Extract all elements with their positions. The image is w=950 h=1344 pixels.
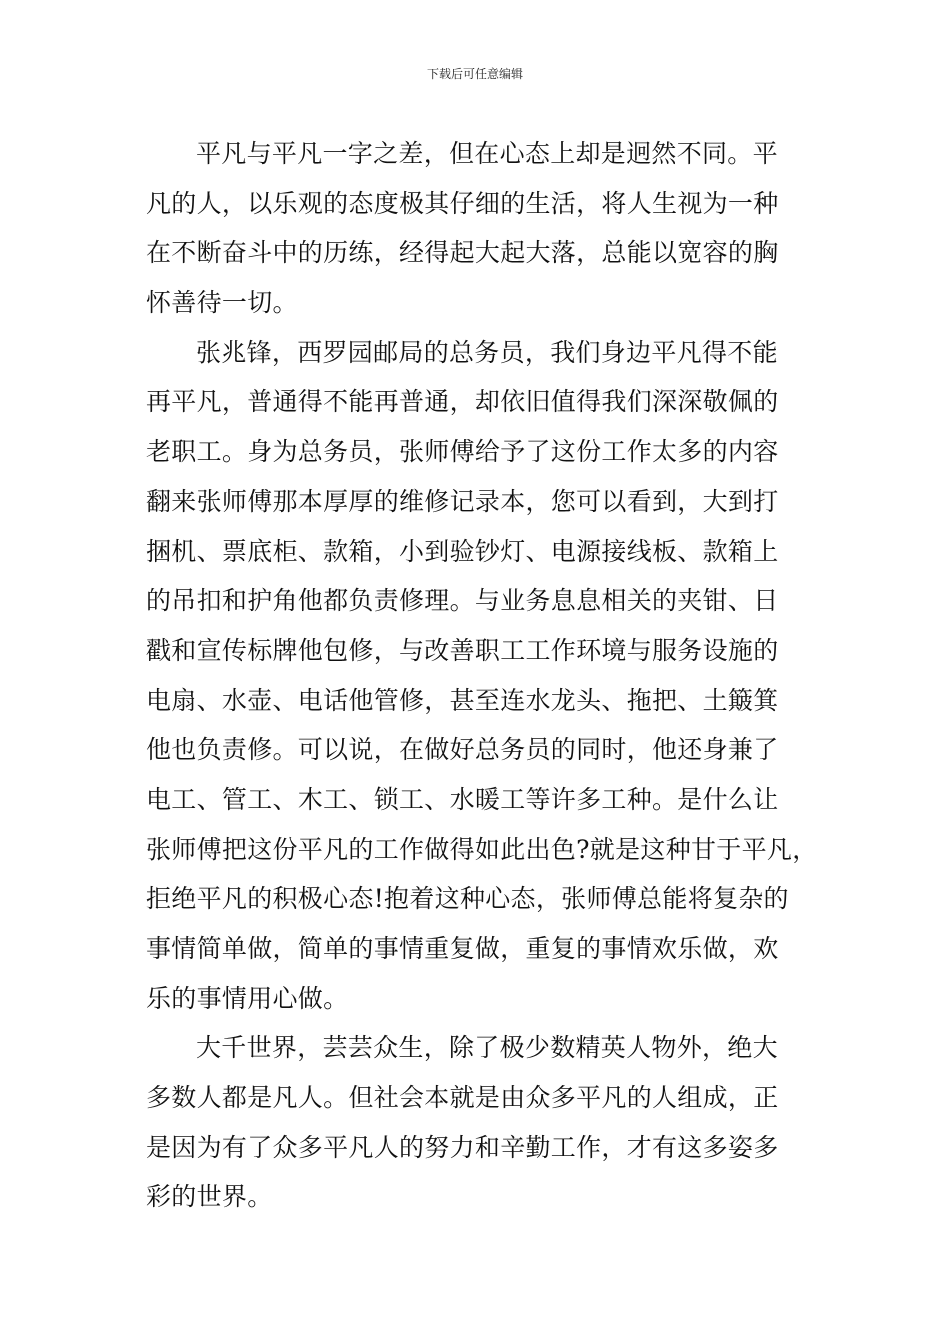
paragraph-2-line-7: 戳和宣传标牌他包修，与改善职工工作环境与服务设施的 (146, 635, 779, 665)
paragraph-2-line-13: 事情简单做，简单的事情重复做，重复的事情欢乐做，欢 (146, 934, 779, 963)
paragraph-2-line-3: 老职工。身为总务员，张师傅给予了这份工作太多的内容 (146, 437, 779, 467)
paragraph-3-line-4: 彩的世界。 (146, 1182, 273, 1212)
paragraph-2-line-9: 他也负责修。可以说，在做好总务员的同时，他还身兼了 (146, 735, 779, 765)
page-header: 下载后可任意编辑 (426, 67, 523, 81)
paragraph-2-line-10: 电工、管工、木工、锁工、水暖工等许多工种。是什么让 (146, 784, 779, 814)
paragraph-2-line-14: 乐的事情用心做。 (146, 983, 349, 1013)
paragraph-2-line-4: 翻来张师傅那本厚厚的维修记录本，您可以看到，大到打 (146, 486, 779, 516)
paragraph-2-line-5: 捆机、票底柜、款箱，小到验钞灯、电源接线板、款箱上 (146, 536, 779, 566)
document-body (146, 129, 818, 1222)
paragraph-3-line-2: 多数人都是凡人。但社会本就是由众多平凡的人组成，正 (146, 1083, 779, 1113)
paragraph-3-line-3: 是因为有了众多平凡人的努力和辛勤工作，才有这多姿多 (146, 1132, 779, 1162)
paragraph-2-line-6: 的吊扣和护角他都负责修理。与业务息息相关的夹钳、日 (146, 586, 779, 616)
paragraph-1-line-3: 在不断奋斗中的历练，经得起大起大落，总能以宽容的胸 (146, 238, 779, 268)
paragraph-2-line-12: 拒绝平凡的积极心态!抱着这种心态，张师傅总能将复杂的 (146, 884, 789, 914)
paragraph-1-line-1: 平凡与平凡一字之差，但在心态上却是迥然不同。平 (196, 139, 778, 168)
paragraph-2-line-2: 再平凡，普通得不能再普通，却依旧值得我们深深敬佩的 (146, 387, 779, 417)
paragraph-3-line-1: 大千世界，芸芸众生，除了极少数精英人物外，绝大 (196, 1033, 778, 1063)
paragraph-2-line-1: 张兆锋，西罗园邮局的总务员，我们身边平凡得不能 (196, 337, 778, 367)
paragraph-1-line-4: 怀善待一切。 (146, 288, 298, 318)
paragraph-2-line-11: 张师傅把这份平凡的工作做得如此出色?就是这种甘于平凡， (146, 834, 818, 864)
paragraph-2-line-8: 电扇、水壶、电话他管修，甚至连水龙头、拖把、土簸箕 (146, 685, 779, 715)
paragraph-1-line-2: 凡的人，以乐观的态度极其仔细的生活，将人生视为一种 (146, 188, 779, 218)
